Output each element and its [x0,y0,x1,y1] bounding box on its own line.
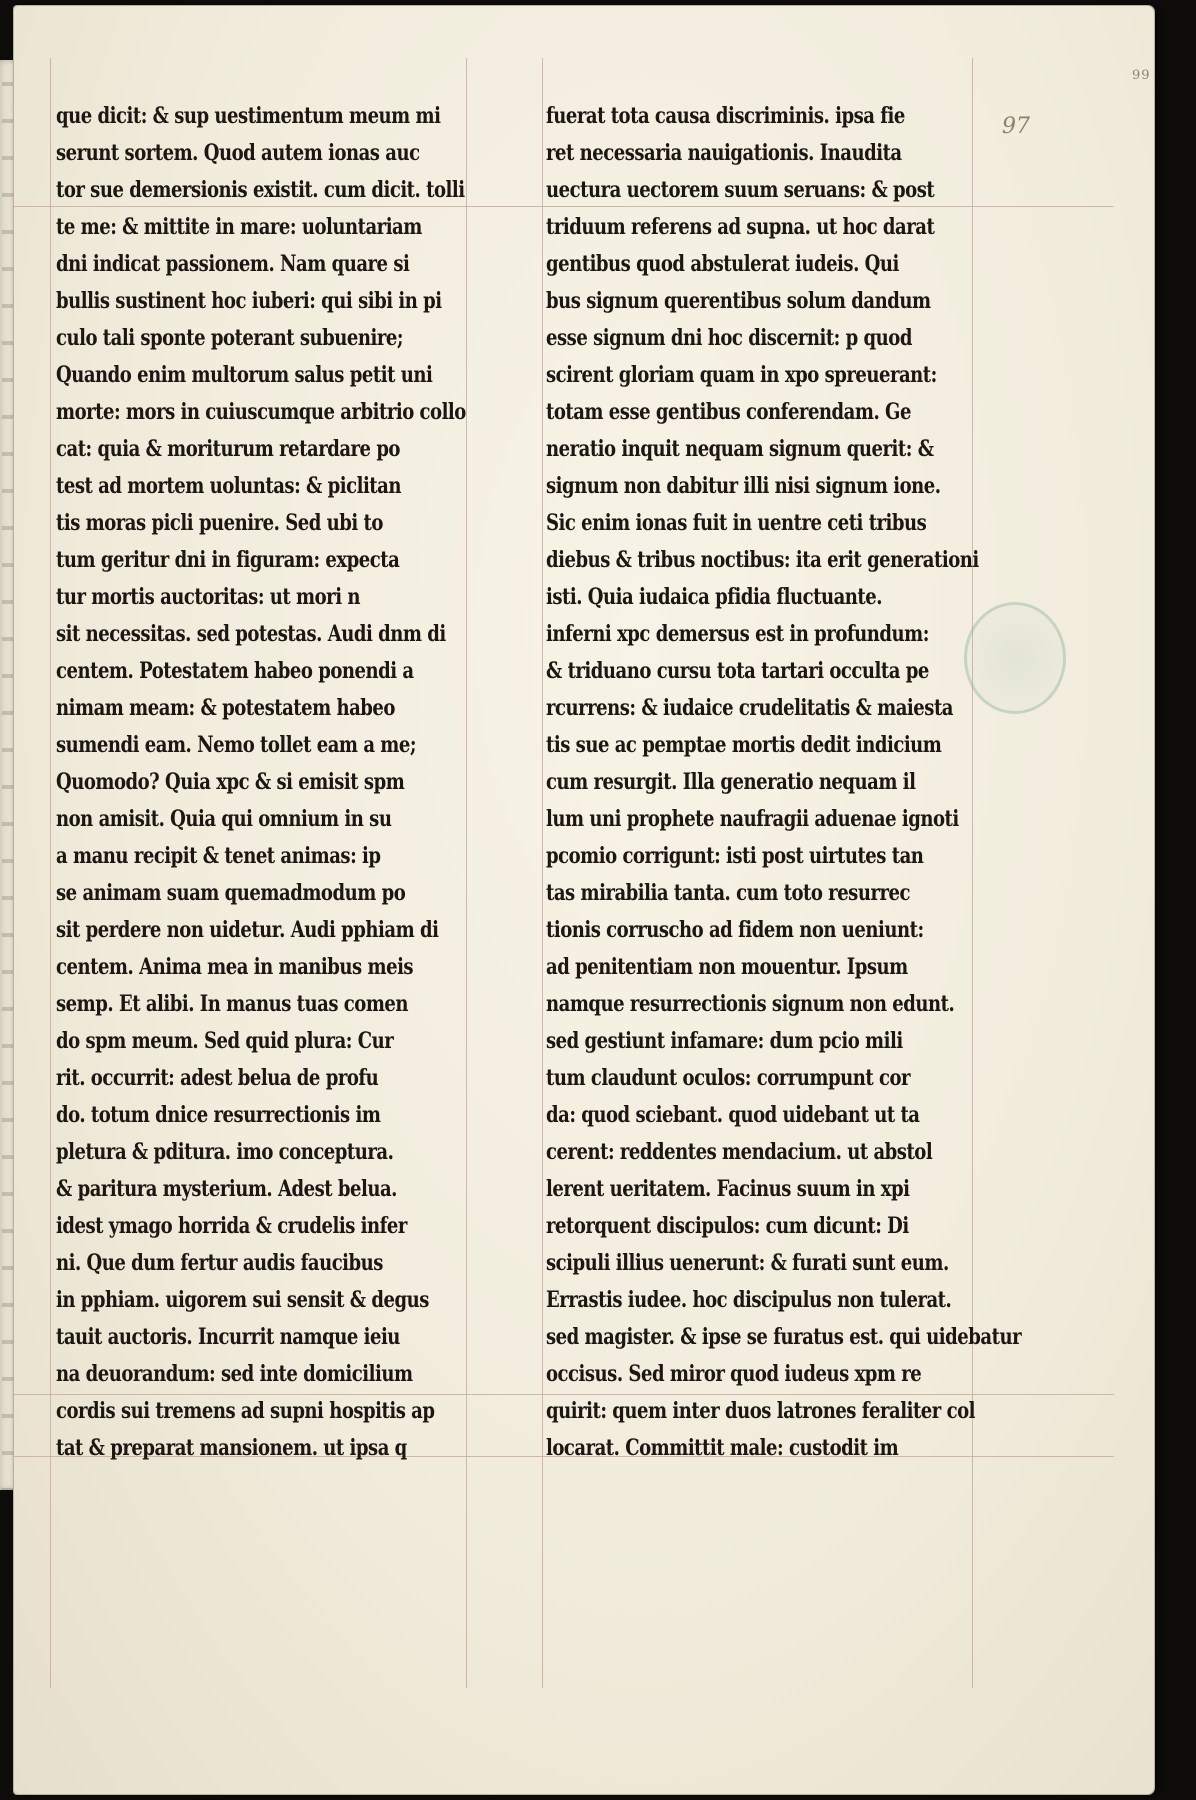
manuscript-line: nimam meam: & potestatem habeo [56,695,395,721]
manuscript-line: serunt sortem. Quod autem ionas auc [56,140,420,166]
manuscript-line: tum geritur dni in figuram: expecta [56,547,400,573]
manuscript-line: centem. Anima mea in manibus meis [56,954,414,980]
manuscript-line: cum resurgit. Illa generatio nequam il [546,769,916,795]
manuscript-line: signum non dabitur illi nisi signum ione. [546,473,941,499]
manuscript-line: quirit: quem inter duos latrones feraliter col [546,1398,975,1424]
manuscript-line: do. totum dnice resurrectionis im [56,1102,381,1128]
manuscript-line: do spm meum. Sed quid plura: Cur [56,1028,394,1054]
manuscript-line: culo tali sponte poterant subuenire; [56,325,404,351]
manuscript-line: uectura uectorem suum seruans: & post [546,177,935,203]
manuscript-line: totam esse gentibus conferendam. Ge [546,399,911,425]
manuscript-line: lerent ueritatem. Facinus suum in xpi [546,1176,910,1202]
manuscript-line: retorquent discipulos: cum dicunt: Di [546,1213,909,1239]
manuscript-line: cerent: reddentes mendacium. ut abstol [546,1139,933,1165]
manuscript-line: rit. occurrit: adest belua de profu [56,1065,379,1091]
manuscript-line: lum uni prophete naufragii aduenae ignoti [546,806,959,832]
manuscript-line: te me: & mittite in mare: uoluntariam [56,214,422,240]
manuscript-line: tionis corruscho ad fidem non ueniunt: [546,917,924,943]
manuscript-line: esse signum dni hoc discernit: p quod [546,325,912,351]
ruling-line [50,58,51,1688]
manuscript-line: rcurrens: & iudaice crudelitatis & maiesta [546,695,953,721]
manuscript-line: Errastis iudee. hoc discipulus non tulerat. [546,1287,952,1313]
text-column-right [546,98,1058,1467]
manuscript-line: Quando enim multorum salus petit uni [56,362,433,388]
manuscript-line: tis moras picli puenire. Sed ubi to [56,510,383,536]
manuscript-line: ni. Que dum fertur audis faucibus [56,1250,383,1276]
manuscript-line: Sic enim ionas fuit in uentre ceti tribus [546,510,927,536]
marginal-note: 97 [1002,114,1030,139]
manuscript-line: cat: quia & moriturum retardare po [56,436,400,462]
manuscript-line: bullis sustinent hoc iuberi: qui sibi in pi [56,288,442,314]
manuscript-line: triduum referens ad supna. ut hoc darat [546,214,935,240]
manuscript-line: inferni xpc demersus est in profundum: [546,621,929,647]
manuscript-line: scirent gloriam quam in xpo spreuerant: [546,362,937,388]
manuscript-line: non amisit. Quia qui omnium in su [56,806,392,832]
manuscript-line: isti. Quia iudaica pfidia fluctuante. [546,584,883,610]
manuscript-line: centem. Potestatem habeo ponendi a [56,658,414,684]
manuscript-line: bus signum querentibus solum dandum [546,288,931,314]
manuscript-line: tur mortis auctoritas: ut mori n [56,584,360,610]
folio-number: 99 [1132,68,1151,83]
manuscript-line: idest ymago horrida & crudelis infer [56,1213,407,1239]
manuscript-line: morte: mors in cuiuscumque arbitrio collo [56,399,466,425]
manuscript-line: sumendi eam. Nemo tollet eam a me; [56,732,417,758]
manuscript-line: na deuorandum: sed inte domicilium [56,1361,413,1387]
manuscript-line: & triduano cursu tota tartari occulta pe [546,658,929,684]
manuscript-line: cordis sui tremens ad supni hospitis ap [56,1398,435,1424]
manuscript-line: tauit auctoris. Incurrit namque ieiu [56,1324,400,1350]
manuscript-line: sed gestiunt infamare: dum pcio mili [546,1028,903,1054]
manuscript-line: da: quod sciebant. quod uidebant ut ta [546,1102,920,1128]
manuscript-line: sit perdere non uidetur. Audi pphiam di [56,917,439,943]
manuscript-line: scipuli illius uenerunt: & furati sunt eum. [546,1250,949,1276]
manuscript-line: pcomio corrigunt: isti post uirtutes tan [546,843,924,869]
manuscript-line: semp. Et alibi. In manus tuas comen [56,991,409,1017]
manuscript-line: tis sue ac pemptae mortis dedit indicium [546,732,942,758]
manuscript-line: locarat. Committit male: custodit im [546,1435,899,1461]
manuscript-line: gentibus quod abstulerat iudeis. Qui [546,251,899,277]
manuscript-line: Quomodo? Quia xpc & si emisit spm [56,769,405,795]
manuscript-line: in pphiam. uigorem sui sensit & degus [56,1287,429,1313]
manuscript-line: sed magister. & ipse se furatus est. qui uidebatur [546,1324,1022,1350]
manuscript-line: test ad mortem uoluntas: & piclitan [56,473,401,499]
manuscript-line: sit necessitas. sed potestas. Audi dnm di [56,621,446,647]
manuscript-line: tat & preparat mansionem. ut ipsa q [56,1435,407,1461]
manuscript-line: occisus. Sed miror quod iudeus xpm re [546,1361,922,1387]
manuscript-line: ad penitentiam non mouentur. Ipsum [546,954,908,980]
manuscript-line: tum claudunt oculos: corrumpunt cor [546,1065,911,1091]
manuscript-line: dni indicat passionem. Nam quare si [56,251,410,277]
manuscript-line: diebus & tribus noctibus: ita erit generationi [546,547,979,573]
manuscript-line: ret necessaria nauigationis. Inaudita [546,140,902,166]
manuscript-line: namque resurrectionis signum non edunt. [546,991,955,1017]
manuscript-line: tor sue demersionis existit. cum dicit. tolli [56,177,465,203]
manuscript-line: neratio inquit nequam signum querit: & [546,436,934,462]
manuscript-line: que dicit: & sup uestimentum meum mi [56,103,441,129]
manuscript-line: pletura & pditura. imo conceptura. [56,1139,394,1165]
manuscript-line: tas mirabilia tanta. cum toto resurrec [546,880,910,906]
manuscript-line: & paritura mysterium. Adest belua. [56,1176,397,1202]
manuscript-line: a manu recipit & tenet animas: ip [56,843,381,869]
manuscript-line: fuerat tota causa discriminis. ipsa fie [546,103,905,129]
manuscript-line: se animam suam quemadmodum po [56,880,406,906]
text-column-left [56,98,554,1467]
